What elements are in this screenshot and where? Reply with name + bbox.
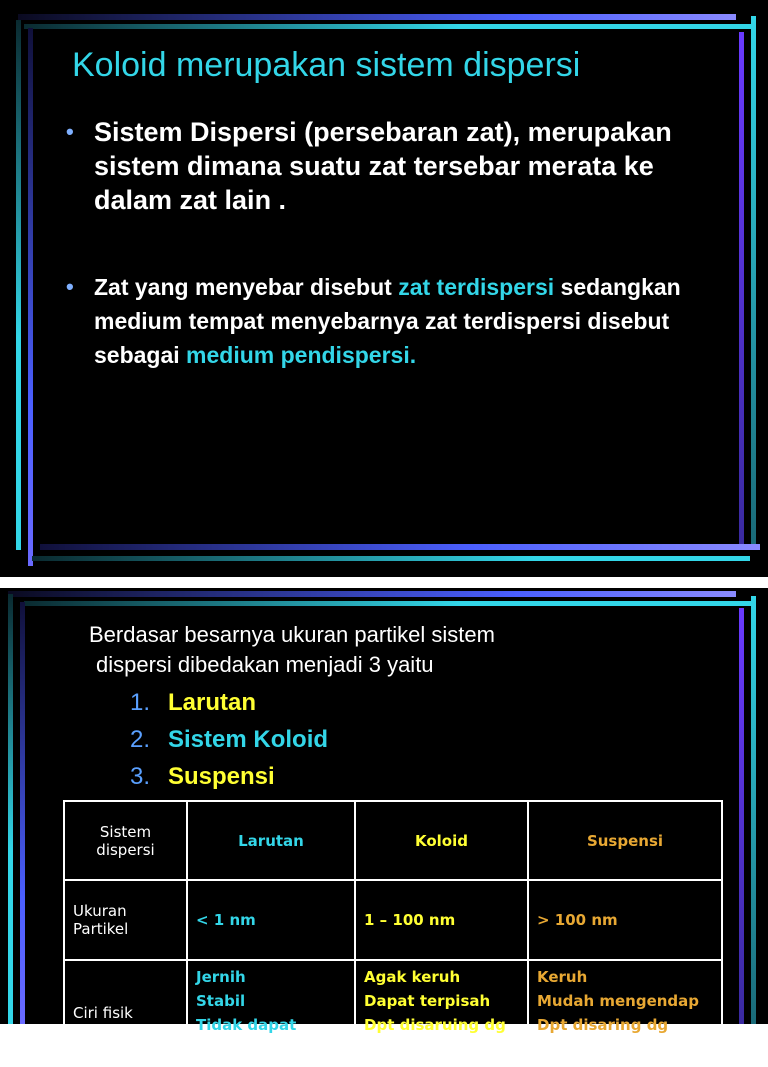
table-row bbox=[64, 880, 722, 960]
intro-line-1: Berdasar besarnya ukuran partikel sistem bbox=[89, 622, 495, 647]
decor-top-bar-blue bbox=[18, 14, 736, 20]
bullet-sistem-dispersi bbox=[66, 115, 694, 217]
decor-top-bar-blue bbox=[8, 591, 736, 597]
decor-top-bar-cyan bbox=[24, 601, 752, 606]
ciri-item: Dpt disaruing dg bbox=[364, 1016, 506, 1034]
ciri-item: Mudah mengendap bbox=[537, 992, 700, 1010]
decor-left-bar-2 bbox=[20, 602, 25, 1024]
intro-text bbox=[89, 620, 689, 680]
list-label: Sistem Koloid bbox=[168, 726, 329, 753]
list-number: 3. bbox=[130, 763, 151, 790]
ciri-item: Jernih bbox=[196, 968, 246, 986]
dispersion-list bbox=[130, 684, 328, 795]
ciri-item: Keruh bbox=[537, 968, 588, 986]
highlight-zat-terdispersi: zat terdispersi bbox=[398, 274, 555, 300]
bullet-dot: • bbox=[66, 274, 74, 299]
decor-right-bar-1 bbox=[739, 32, 744, 544]
header-cell-koloid: Koloid bbox=[355, 801, 528, 880]
decor-right-bar-2 bbox=[751, 16, 756, 544]
bullet-text-part2: sedangkan medium tempat menyebarnya zat terdispersi disebut sebagai bbox=[94, 274, 681, 368]
cell-suspensi-size: > 100 nm bbox=[528, 880, 722, 960]
row-label-ukuran-partikel: Ukuran Partikel bbox=[64, 880, 187, 960]
bullet-dot: • bbox=[66, 119, 74, 144]
decor-bottom-bar-cyan bbox=[32, 556, 750, 561]
cell-larutan-size: < 1 nm bbox=[187, 880, 355, 960]
decor-left-bar-2 bbox=[28, 28, 33, 566]
list-item bbox=[130, 721, 328, 758]
table-header-row bbox=[64, 801, 722, 880]
cell-larutan-ciri bbox=[187, 960, 355, 1066]
header-cell-suspensi: Suspensi bbox=[528, 801, 722, 880]
ciri-item: Agak keruh bbox=[364, 968, 461, 986]
intro-line-2: dispersi dibedakan menjadi 3 yaitu bbox=[96, 652, 434, 677]
list-label: Suspensi bbox=[168, 763, 275, 790]
ciri-item: Dpt disaring dg bbox=[537, 1016, 669, 1034]
ciri-item: Dapat terpisah bbox=[364, 992, 491, 1010]
slide-title: Koloid merupakan sistem dispersi bbox=[72, 46, 581, 84]
list-label: Larutan bbox=[168, 689, 257, 716]
slide-2 bbox=[0, 588, 768, 1034]
cell-koloid-size: 1 – 100 nm bbox=[355, 880, 528, 960]
decor-top-bar-cyan bbox=[24, 24, 752, 29]
list-number: 2. bbox=[130, 726, 151, 753]
cell-suspensi-ciri bbox=[528, 960, 722, 1066]
highlight-medium-pendispersi: medium pendispersi. bbox=[186, 342, 417, 368]
list-item bbox=[130, 684, 328, 721]
ciri-item: Tidak dapat bbox=[196, 1016, 297, 1034]
header-cell-sistem-dispersi: Sistem dispersi bbox=[64, 801, 187, 880]
cell-koloid-ciri bbox=[355, 960, 528, 1066]
list-number: 1. bbox=[130, 689, 151, 716]
comparison-table bbox=[63, 800, 723, 1067]
bullet-text: Sistem Dispersi (persebaran zat), merupakan sistem dimana suatu zat tersebar merata ke dalam zat lain . bbox=[94, 117, 672, 215]
list-item bbox=[130, 758, 328, 795]
bullet-zat-terdispersi bbox=[66, 270, 694, 372]
decor-left-bar-1 bbox=[8, 594, 13, 1024]
bullet-text-part1: Zat yang menyebar disebut bbox=[94, 274, 399, 300]
decor-bottom-bar-blue bbox=[40, 544, 760, 550]
ciri-item: Stabil bbox=[196, 992, 246, 1010]
decor-right-bar-2 bbox=[751, 596, 756, 1024]
header-cell-larutan: Larutan bbox=[187, 801, 355, 880]
row-label-ciri-fisik: Ciri fisik bbox=[64, 960, 187, 1066]
decor-right-bar-1 bbox=[739, 608, 744, 1024]
table-row bbox=[64, 960, 722, 1066]
decor-left-bar-1 bbox=[16, 20, 21, 550]
